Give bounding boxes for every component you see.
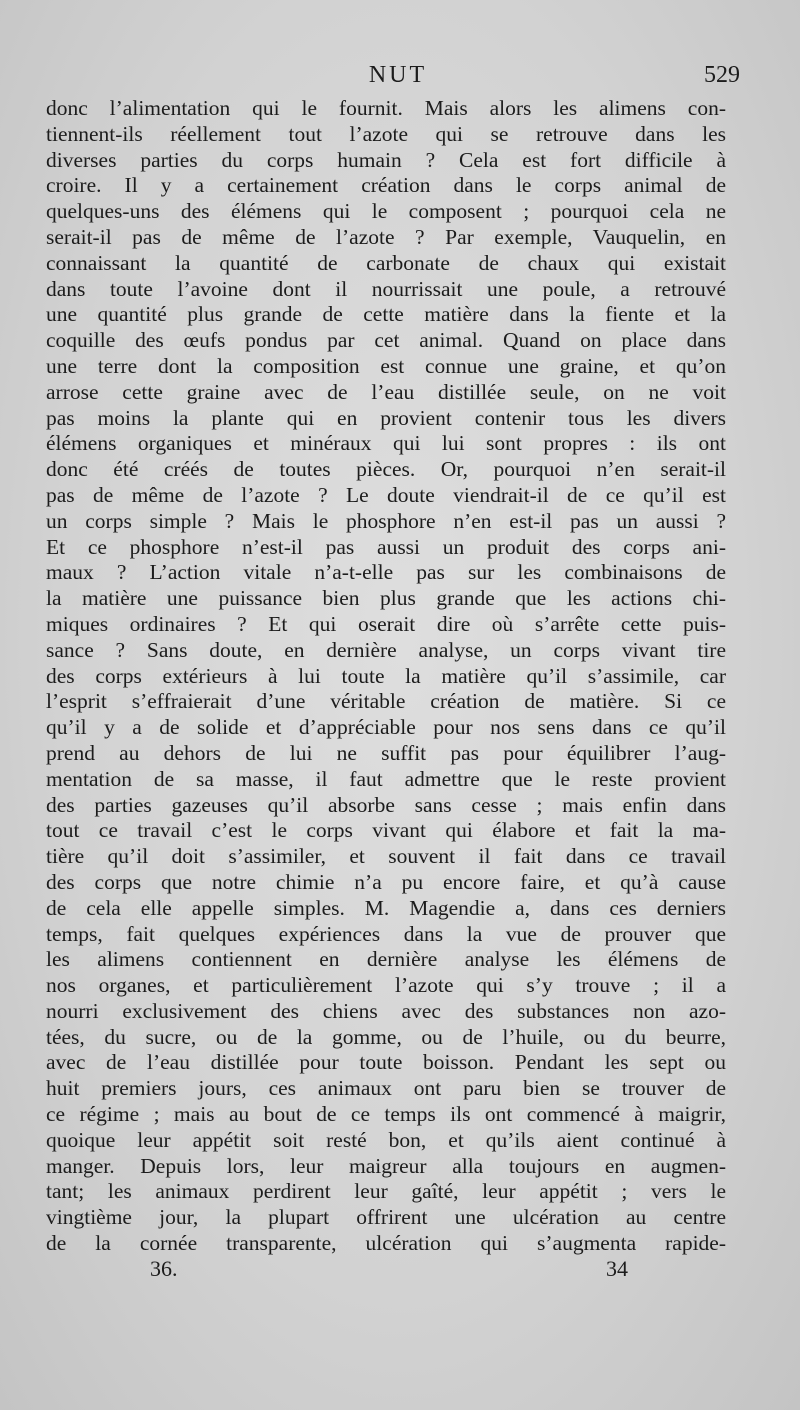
text-line: donc été créés de toutes pièces. Or, pourquoi n’en serait-il (46, 457, 726, 482)
page-header (46, 62, 750, 96)
text-line: pas moins la plante qui en provient contenir tous les divers (46, 405, 726, 430)
text-line: serait-il pas de même de l’azote ? Par exemple, Vauquelin, en (46, 224, 726, 249)
text-line: avec de l’eau distillée pour toute boisson. Pendant les sept ou (46, 1050, 726, 1075)
text-line: sance ? Sans doute, en dernière analyse, un corps vivant tire (46, 637, 726, 662)
text-line: tout ce travail c’est le corps vivant qui élabore et fait la ma- (46, 818, 726, 843)
text-line: connaissant la quantité de carbonate de chaux qui existait (46, 250, 726, 275)
page-footer (46, 1256, 750, 1286)
text-line: tant; les animaux perdirent leur gaîté, leur appétit ; vers le (46, 1179, 726, 1204)
text-line: tées, du sucre, ou de la gomme, ou de l’huile, ou du beurre, (46, 1024, 726, 1049)
text-line: nourri exclusivement des chiens avec des substances non azo- (46, 998, 726, 1023)
text-line: quelques-uns des élémens qui le composent ; pourquoi cela ne (46, 199, 726, 224)
text-line: Et ce phosphore n’est-il pas aussi un produit des corps ani- (46, 534, 726, 559)
running-head: NUT (368, 62, 428, 88)
text-line: élémens organiques et minéraux qui lui sont propres : ils ont (46, 431, 726, 456)
text-line: quoique leur appétit soit resté bon, et qu’ils aient continué à (46, 1127, 726, 1152)
text-line: pas de même de l’azote ? Le doute viendrait-il de ce qu’il est (46, 482, 726, 507)
text-line: mentation de sa masse, il faut admettre que le reste provient (46, 766, 726, 791)
signature-mark: 36. (150, 1256, 178, 1281)
text-line: qu’il y a de solide et d’appréciable pour nos sens dans ce qu’il (46, 715, 726, 740)
text-line: arrose cette graine avec de l’eau distillée seule, on ne voit (46, 379, 726, 404)
text-line: l’esprit s’effraierait d’une véritable création de matière. Si ce (46, 689, 726, 714)
text-line: huit premiers jours, ces animaux ont paru bien se trouver de (46, 1076, 726, 1101)
text-line: tiennent-ils réellement tout l’azote qui se retrouve dans les (46, 121, 726, 146)
text-line: des corps extérieurs à lui toute la matière qu’il s’assimile, car (46, 663, 726, 688)
text-line: manger. Depuis lors, leur maigreur alla toujours en augmen- (46, 1153, 726, 1178)
text-line: les alimens contiennent en dernière analyse les élémens de (46, 947, 726, 972)
text-line: vingtième jour, la plupart offrirent une ulcération au centre (46, 1205, 726, 1230)
catchword: 34 (606, 1256, 628, 1281)
text-line: temps, fait quelques expériences dans la vue de prouver que (46, 921, 726, 946)
text-line: miques ordinaires ? Et qui oserait dire où s’arrête cette puis- (46, 611, 726, 636)
text-line: coquille des œufs pondus par cet animal. Quand on place dans (46, 328, 726, 353)
text-line: de la cornée transparente, ulcération qui s’augmenta rapide- (46, 1231, 726, 1256)
text-line: un corps simple ? Mais le phosphore n’en est-il pas un aussi ? (46, 508, 726, 533)
text-line: tière qu’il doit s’assimiler, et souvent il fait dans ce travail (46, 844, 726, 869)
text-line: des corps que notre chimie n’a pu encore faire, et qu’à cause (46, 869, 726, 894)
text-line: dans toute l’avoine dont il nourrissait une poule, a retrouvé (46, 276, 726, 301)
text-line: prend au dehors de lui ne suffit pas pour équilibrer l’aug- (46, 740, 726, 765)
body-text (46, 96, 726, 1257)
page-number: 529 (704, 62, 740, 88)
text-line: ce régime ; mais au bout de ce temps ils ont commencé à maigrir, (46, 1102, 726, 1127)
text-line: des parties gazeuses qu’il absorbe sans cesse ; mais enfin dans (46, 792, 726, 817)
text-line: de cela elle appelle simples. M. Magendie a, dans ces derniers (46, 895, 726, 920)
text-line: maux ? L’action vitale n’a-t-elle pas sur les combinaisons de (46, 560, 726, 585)
text-line: croire. Il y a certainement création dans le corps animal de (46, 173, 726, 198)
text-line: donc l’alimentation qui le fournit. Mais alors les alimens con- (46, 96, 726, 120)
text-line: nos organes, et particulièrement l’azote qui s’y trouve ; il a (46, 973, 726, 998)
text-line: une quantité plus grande de cette matière dans la fiente et la (46, 302, 726, 327)
text-line: diverses parties du corps humain ? Cela est fort difficile à (46, 147, 726, 172)
text-line: la matière une puissance bien plus grande que les actions chi- (46, 586, 726, 611)
text-line: une terre dont la composition est connue une graine, et qu’on (46, 353, 726, 378)
